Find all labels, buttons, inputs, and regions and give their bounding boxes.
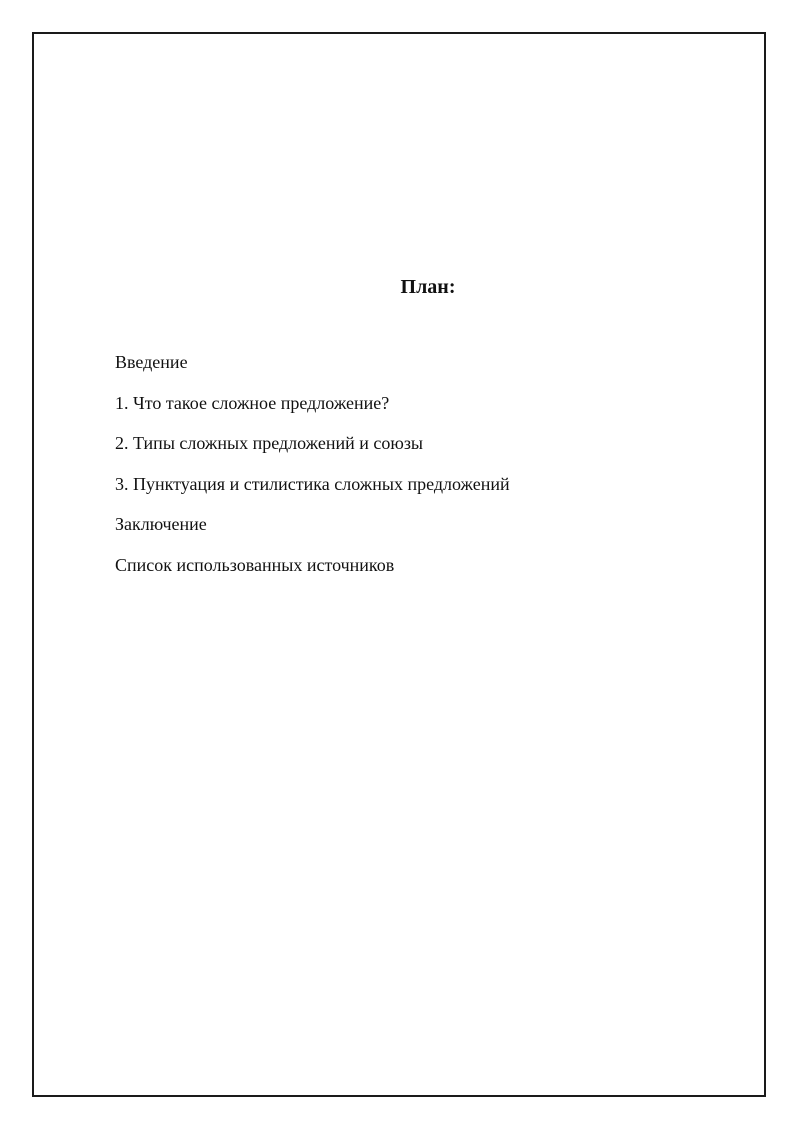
toc-item-references: Список использованных источников [115, 554, 395, 575]
toc-item-conclusion: Заключение [115, 514, 207, 534]
toc-item-1: 1. Что такое сложное предложение? [115, 392, 390, 413]
toc-item-3: 3. Пунктуация и стилистика сложных предложений [115, 473, 510, 494]
toc-item-introduction: Введение [115, 352, 188, 372]
table-of-contents [115, 350, 510, 593]
toc-item-2: 2. Типы сложных предложений и союзы [115, 433, 424, 453]
page-title: План: [400, 276, 456, 298]
